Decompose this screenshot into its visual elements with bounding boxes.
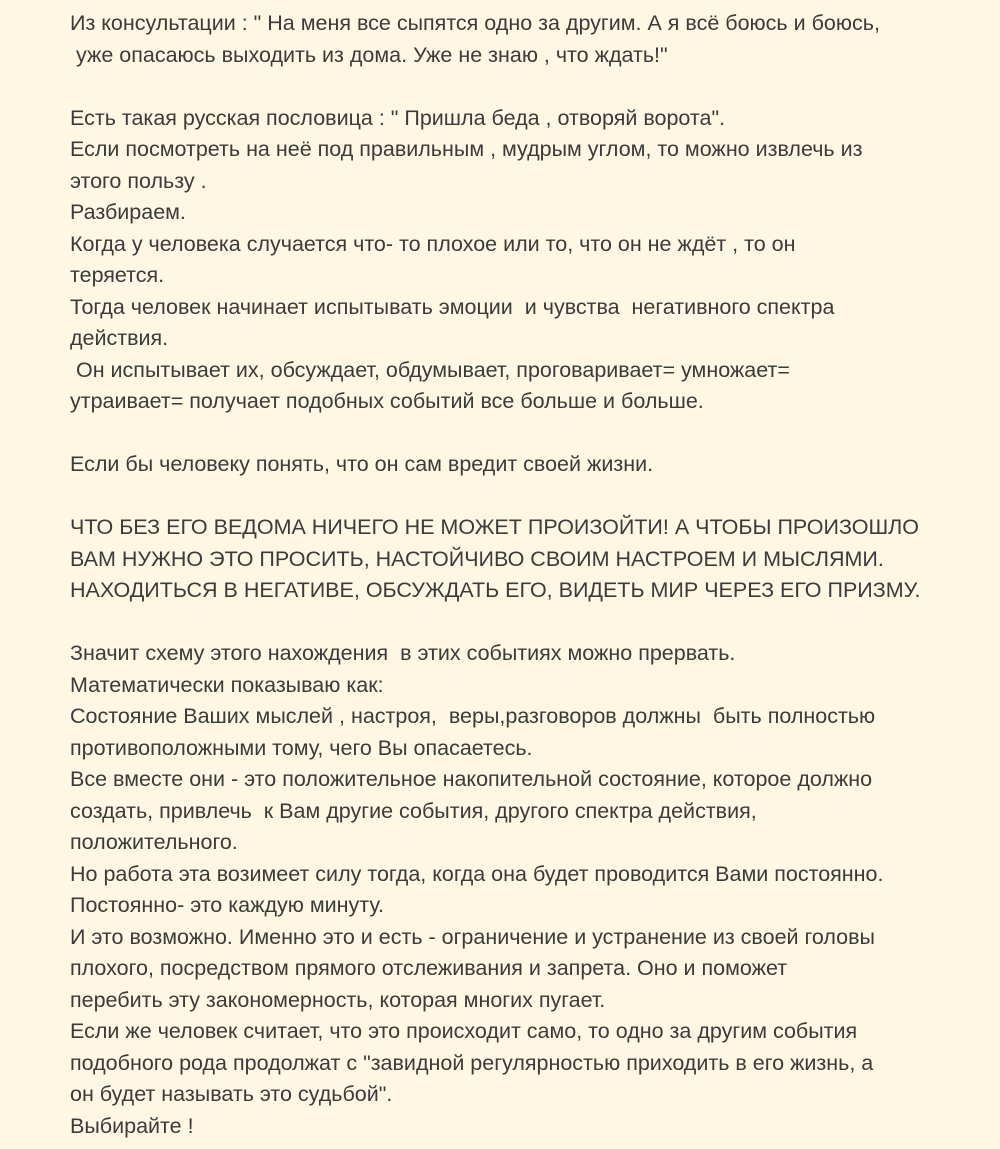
text-line: перебить эту закономерность, которая многих пугает. [70, 987, 606, 1012]
text-line: теряется. [70, 263, 165, 287]
text-line: Разбираем. [70, 200, 186, 224]
text-line: Состояние Ваших мыслей , настроя, веры,разговоров должны быть полностью [70, 704, 876, 728]
text-line: плохого, посредством прямого отслеживания и запрета. Оно и поможет [70, 956, 788, 980]
text-line: Значит схему этого нахождения в этих событиях можно прервать. [70, 641, 736, 665]
text-line: Тогда человек начинает испытывать эмоции и чувства негативного спектра [70, 294, 835, 319]
text-line: НАХОДИТЬСЯ В НЕГАТИВЕ, ОБСУЖДАТЬ ЕГО, ВИДЕТЬ МИР ЧЕРЕЗ ЕГО ПРИЗМУ. [70, 578, 921, 602]
text-line: Когда у человека случается что- то плохое или то, что он не ждёт , то он [70, 231, 796, 256]
text-line: этого пользу . [70, 168, 207, 193]
text-line: Постоянно- это каждую минуту. [70, 893, 384, 917]
blank-line [70, 481, 1000, 513]
text-line: Он испытывает их, обсуждает, обдумывает, проговаривает= умножает= [70, 357, 790, 382]
blank-line [70, 71, 1000, 103]
text-line: подобного рода продолжат с "завидной регулярностью приходить в его жизнь, а [70, 1050, 874, 1075]
text-line: он будет называть это судьбой". [70, 1082, 393, 1106]
text-line: противоположными тому, чего Вы опасаетесь. [70, 735, 533, 760]
text-line: ЧТО БЕЗ ЕГО ВЕДОМА НИЧЕГО НЕ МОЖЕТ ПРОИЗОЙТИ! А ЧТОБЫ ПРОИЗОШЛО [70, 515, 919, 539]
text-line: Если посмотреть на неё под правильным , мудрым углом, то можно извлечь из [70, 137, 863, 161]
blank-line [70, 607, 1000, 639]
text-line: создать, привлечь к Вам другие события, другого спектра действия, [70, 798, 757, 823]
text-line: Если же человек считает, что это происходит само, то одно за другим события [70, 1019, 858, 1043]
text-line: Но работа эта возимеет силу тогда, когда она будет проводится Вами постоянно. [70, 861, 884, 886]
text-line: Математически показываю как: [70, 672, 384, 697]
text-line: И это возможно. Именно это и есть - ограничение и устранение из своей головы [70, 924, 875, 949]
text-line: Есть такая русская пословица : " Пришла беда , отворяй ворота". [70, 105, 726, 130]
text-line: утраивает= получает подобных событий все больше и больше. [70, 389, 704, 413]
text-line: ВАМ НУЖНО ЭТО ПРОСИТЬ, НАСТОЙЧИВО СВОИМ НАСТРОЕМ И МЫСЛЯМИ. [70, 546, 884, 571]
text-line: Из консультации : " На меня все сыпятся одно за другим. А я всё боюсь и боюсь, [70, 11, 880, 35]
text-line: действия. [70, 326, 169, 350]
text-line: Если бы человеку понять, что он сам вредит своей жизни. [70, 452, 654, 476]
text-line: Выбирайте ! [70, 1113, 194, 1138]
text-line: Все вместе они - это положительное накопительной состояние, которое должно [70, 767, 873, 791]
blank-line [70, 418, 1000, 450]
text-line: уже опасаюсь выходить из дома. Уже не знаю , что ждать!" [70, 42, 668, 67]
text-line: положительного. [70, 830, 238, 854]
note-text-body[interactable] [70, 8, 1000, 1142]
